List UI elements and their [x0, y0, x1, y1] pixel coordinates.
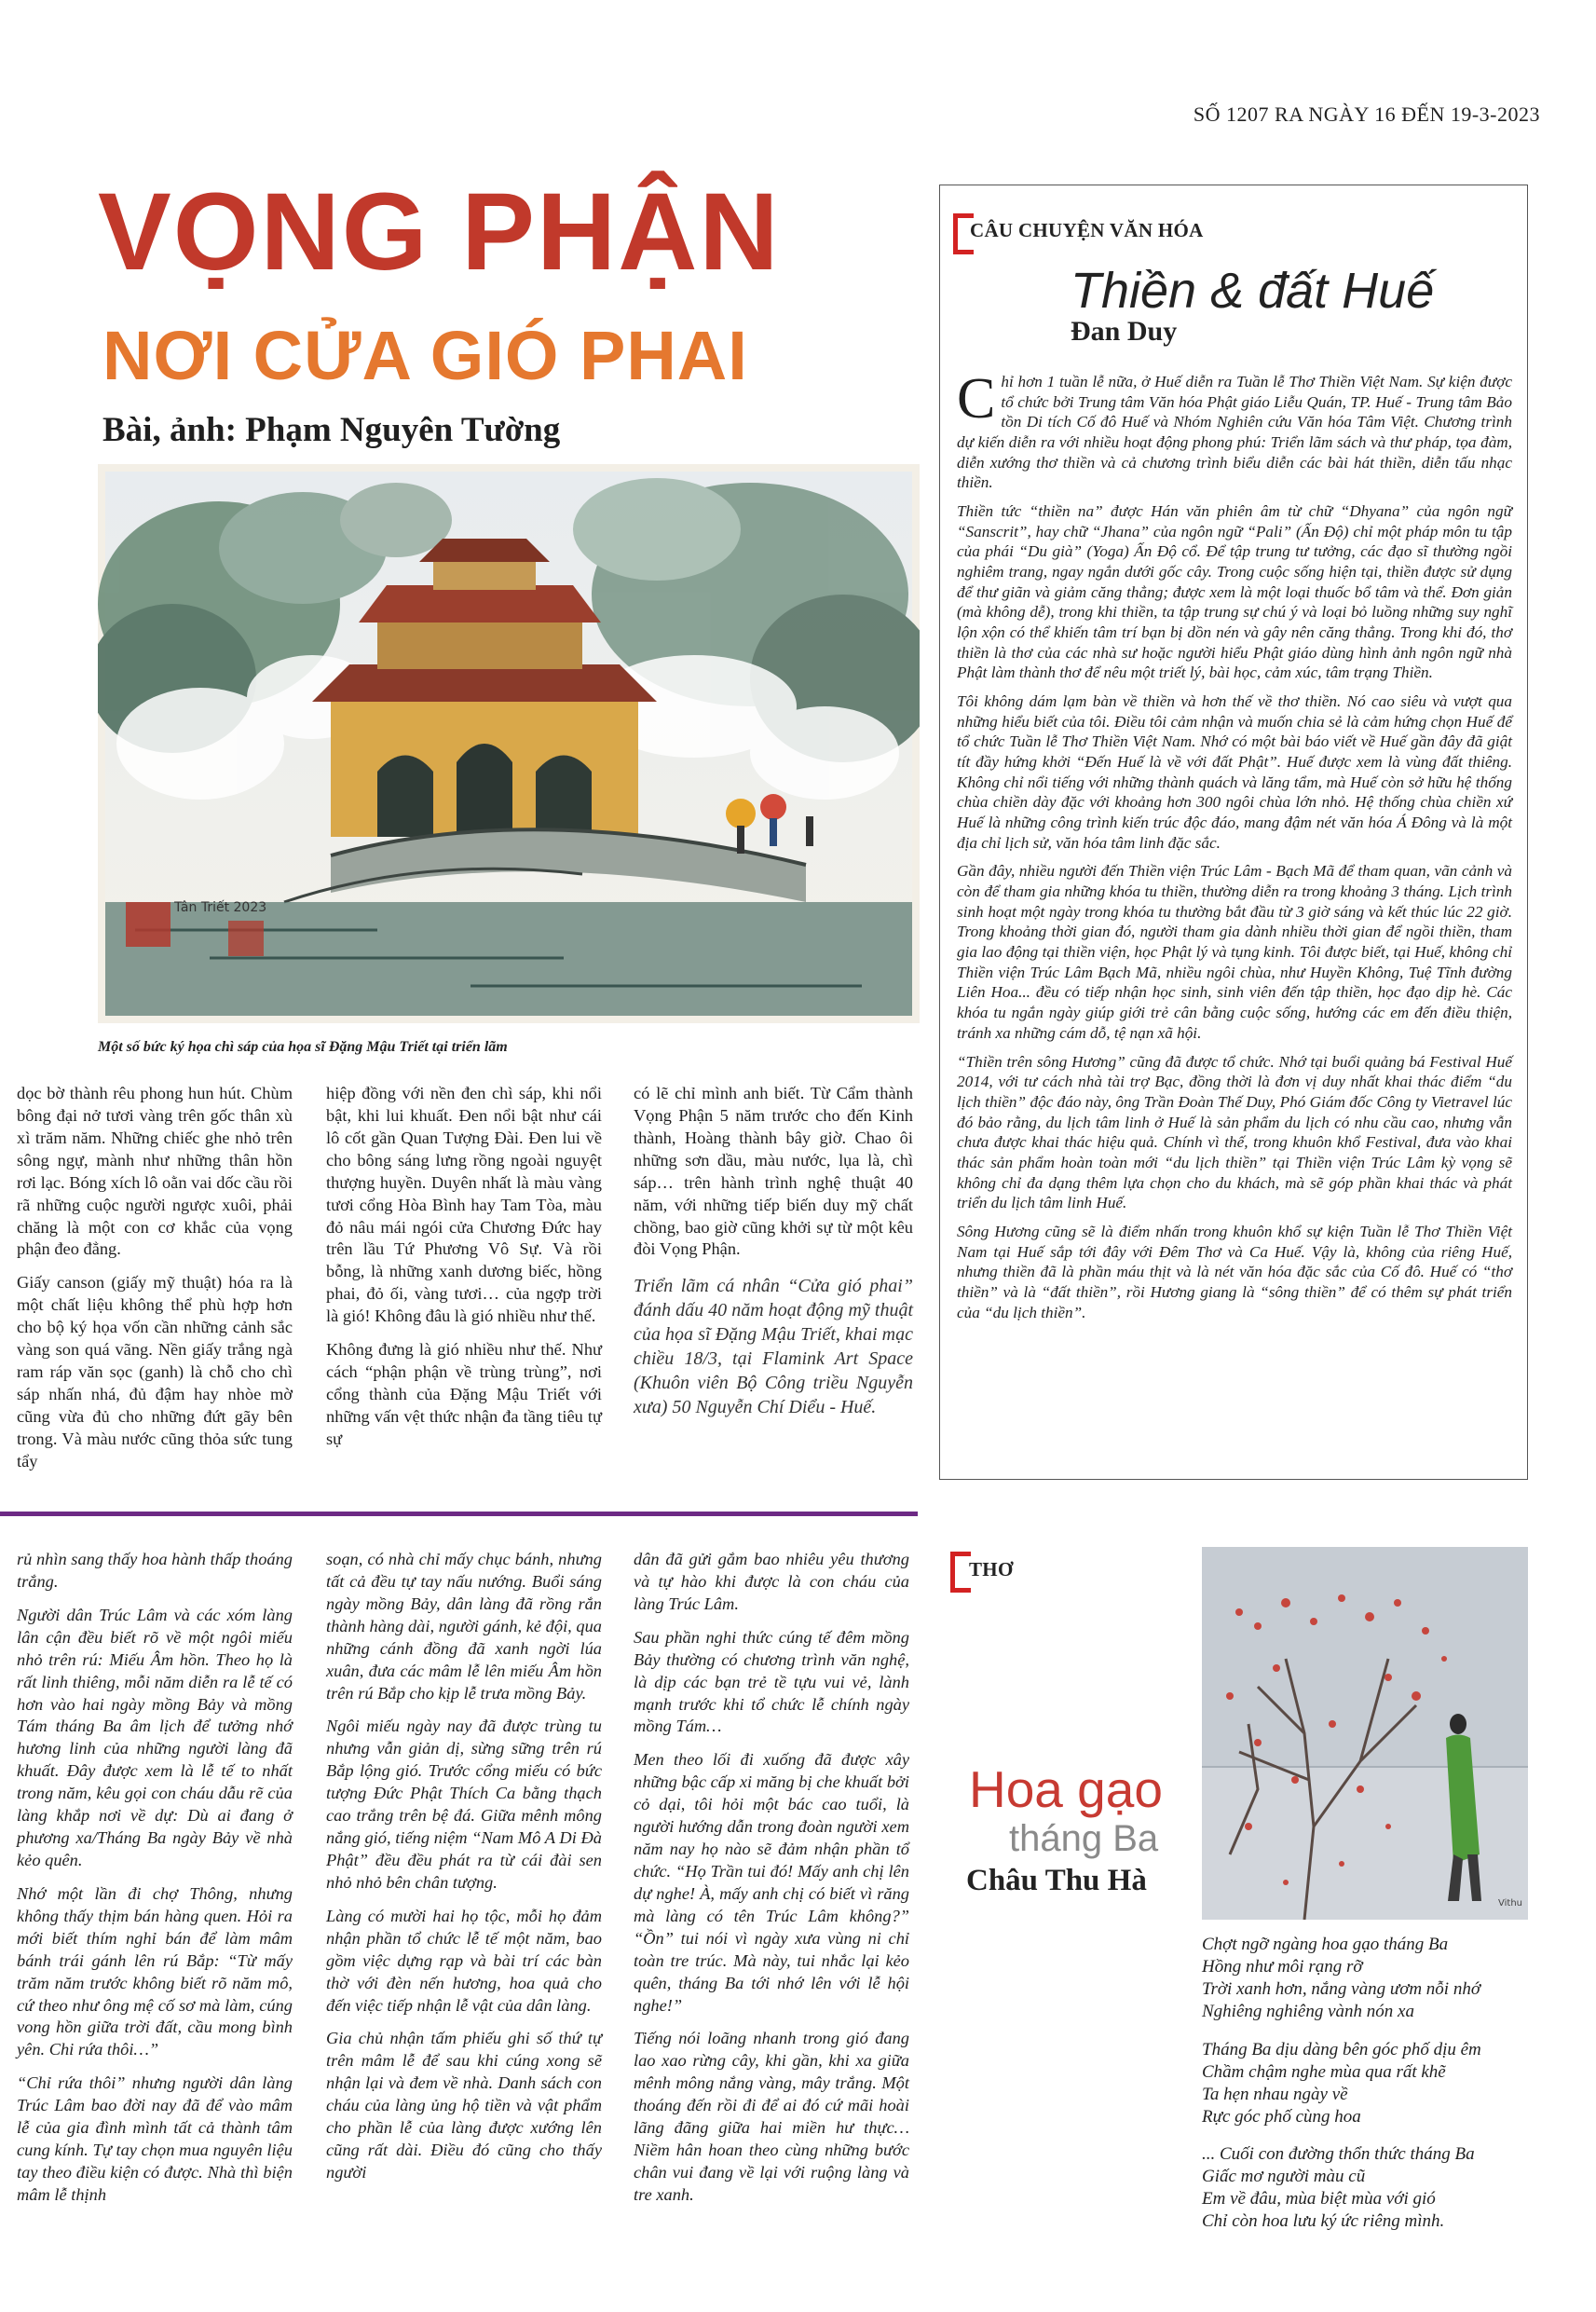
- paragraph: “Thiền trên sông Hương” cũng đã được tổ chức. Nhớ tại buổi quảng bá Festival Huế 2014, với tư cách nhà tài trợ Bạc, đồng thời là đơn vị duy nhất khai thác điểm “du lịch thiền” độc đáo này, ông Trần Đoàn Thế Duy, Phó Giám đốc Công ty Vietravel lúc đó bảo rằng, du lịch tâm linh ở Huế là sản phẩm du lịch có nhu cầu cao, nhưng vẫn chưa được khai thác hiệu quả. Chính vì thế, trong khuôn khổ Festival, đưa vào khai thác sản phẩm hoàn toàn mới “du lịch thiền” tại Thiền viện Trúc Lâm kỳ vọng sẽ không chỉ đa dạng thêm lựa chọn cho du khách, mà sẽ góp phần khai thác và phát triển du lịch tâm linh Huế.: [957, 1052, 1512, 1212]
- culture-sidebar: [939, 185, 1528, 1480]
- lower-column-1: [17, 1549, 293, 2218]
- article-painting: [98, 464, 920, 1023]
- article-subtitle: NƠI CỬA GIÓ PHAI: [102, 317, 748, 394]
- section-label: CÂU CHUYỆN VĂN HÓA: [970, 219, 1204, 241]
- poem-line: Chỉ còn hoa lưu ký ức riêng mình.: [1202, 2211, 1445, 2232]
- sidebar-title: Thiền & đất Huế: [1071, 263, 1435, 319]
- paragraph: Thiền tức “thiền na” được Hán văn phiên âm từ chữ “Dhyana” của ngôn ngữ “Sanscrit”, hay chữ “Jhana” của ngôn ngữ “Pali” (Ấn Độ) chỉ một pháp môn tu tập của phái “Du già” (Yoga) Ấn Độ cổ. Để tập trung tư tưởng, các đạo sĩ thường ngồi nghiêm trang, ngay ngắn dưới gốc cây. Trong cuộc sống hiện tại, thiền được sử dụng để thư giãn và giảm căng thẳng; được xem là một loại thuốc bổ tâm và thể. Đơn giản (mà không dễ), trong khi thiền, ta tập trung sự chú ý và loại bỏ luồng những suy nghĩ lộn xộn có thể khiến tâm trí bạn bị dồn nén và gây nên căng thẳng. Trong khi đó, thơ thiền là thơ của các nhà sư hoặc người hiểu Phật giáo dùng hình ảnh ngôn ngữ nhà Phật làm thành thơ để nêu một triết lý, bài học, cảm xúc, tâm trạng Thiền.: [957, 502, 1512, 682]
- paragraph: có lẽ chỉ mình anh biết. Từ Cẩm thành Vọng Phận 5 năm trước cho đến Kinh thành, Hoàng thành bây giờ. Chao ôi những sơn dầu, màu nước, lụa là, chì sáp… trên hành trình nghệ thuật 40 năm, với những tiếp biến duy mỹ chất chồng, bao giờ cũng khởi sự từ một kêu đòi Vọng Phận.: [634, 1084, 913, 1259]
- paragraph: Sông Hương cũng sẽ là điểm nhấn trong khuôn khổ sự kiện Tuần lễ Thơ Thiền Việt Nam tại Huế sắp tới đây với Đêm Thơ và Ca Huế. Vậy là, không của riêng Huế, nhưng thiền đã là phần máu thịt và là nét văn hóa đặc sắc của Cố đô. Huế có “thơ thiền” và là “đất thiền”, rồi Hương giang là “sông thiền” để có thêm sự phát triển của “du lịch thiền”.: [957, 1222, 1512, 1321]
- paragraph: “Chỉ rứa thôi” nhưng người dân làng Trúc Lâm bao đời nay đã để vào mâm lễ của gia đình mình tất cả thành tâm cung kính. Tự tay chọn mua nguyên liệu tay theo điều kiện có được. Nhà thì biện mâm lễ thịnh: [17, 2073, 293, 2204]
- poem-title: Hoa gạo: [969, 1760, 1163, 1818]
- poem-line: ... Cuối con đường thổn thức tháng Ba: [1202, 2144, 1475, 2164]
- article-byline: Bài, ảnh: Phạm Nguyên Tường: [102, 411, 561, 449]
- painting-signature: Tân Triết 2023: [174, 900, 267, 915]
- paragraph: Nhớ một lần đi chợ Thông, nhưng không thấy thịm bán hàng quen. Hỏi ra mới biết thím nghỉ bán để làm mâm bánh trái gánh lên rú Bắp: “Từ mấy trăm năm trước không biết rõ năm mô, cứ theo như ông mệ cố sơ mà làm, cúng vong hồn giữa trời đất, cầu mong bình yên. Chi rứa thôi…”: [17, 1883, 293, 2059]
- paragraph: Tôi không dám lạm bàn về thiền và hơn thế về thơ thiền. Nó cao siêu và vượt qua những hiểu biết của tôi. Điều tôi cảm nhận và muốn chia sẻ là cảm hứng chọn Huế để tổ chức Tuần lễ Thơ Thiền Việt Nam. Nhớ có một bài báo viết về Huế gần đây đã giật tít đầy hứng khởi “Đến Huế là về với đất Phật”. Huế được xem là vùng đất thiêng. Không chỉ nổi tiếng với những thành quách và lăng tẩm, mà Huế còn sở hữu hệ thống chùa chiền dày đặc với khoảng hơn 300 ngôi chùa lớn nhỏ. Hệ thống chùa chiền xứ Huế là những công trình kiến trúc độc đáo, mang đậm nét văn hóa Á Đông và là một địa chỉ lịch sử, văn hóa tâm linh đặc sắc.: [957, 692, 1512, 852]
- lower-column-2: [326, 1549, 602, 2196]
- poem-line: Ta hẹn nhau ngày về: [1202, 2084, 1348, 2104]
- illustration-signature: Vithu: [1498, 1898, 1522, 1908]
- poem-stanza: [1202, 2143, 1537, 2234]
- article-column-1: [17, 1083, 293, 1484]
- image-caption: Một số bức ký họa chì sáp của họa sĩ Đặng Mậu Triết tại triển lãm: [98, 1039, 508, 1055]
- paragraph: Men theo lối đi xuống đã được xây những bậc cấp xi măng bị che khuất bởi cỏ dại, tôi hỏi một bác cao tuổi, là người hướng dẫn trong đoàn người xem năm nay họ nào sẽ đảm nhận phần tổ chức. “Họ Trần tui đó! Mấy anh chị lên dự nghe! À, mấy anh chị có biết vì răng mà làng có tên Trúc Lâm không?” “Ồn” tui nói vì ngày xưa vùng ni chỉ toàn tre trúc. Mà này, tui nhắc lại kẻo quên, tháng Ba tới nhớ lên với lễ hội nghe!”: [634, 1750, 909, 2015]
- sidebar-author: Đan Duy: [1071, 316, 1178, 347]
- paragraph: Không đưng là gió nhiều như thế. Như cách “phận phận về trùng trùng”, nơi cổng thành của Đặng Mậu Triết với những vấn vệt thức nhận đa tầng tiêu tự sự: [326, 1340, 602, 1448]
- paragraph: Sau phần nghi thức cúng tế đêm mồng Bảy thường có chương trình văn nghệ, là dịp các bạn trẻ tề tựu vui vẻ, lành mạnh trước khi tổ chức lễ chính ngày mồng Tám…: [634, 1627, 909, 1736]
- paragraph: Gia chủ nhận tấm phiếu ghi số thứ tự trên mâm lễ để sau khi cúng xong sẽ nhận lại và đem về nhà. Danh sách con cháu của làng ủng hộ tiền và vật phẩm cho phần lễ của làng được xướng lên cũng rất dài. Điều đó cũng cho thấy người: [326, 2029, 602, 2182]
- poem-line: Chợt ngỡ ngàng hoa gạo tháng Ba: [1202, 1935, 1449, 1954]
- poem-line: Nghiêng nghiêng vành nón xa: [1202, 2002, 1414, 2022]
- drop-cap: C: [957, 367, 996, 431]
- poem-author: Châu Thu Hà: [966, 1864, 1147, 1897]
- poem-line: Chầm chậm nghe mùa qua rất khẽ: [1202, 2061, 1446, 2082]
- poem-line: Hồng như môi rạng rỡ: [1202, 1957, 1363, 1977]
- sidebar-body: [957, 367, 1512, 1331]
- paragraph: hiệp đồng với nền đen chì sáp, khi nổi bật, khi lui khuất. Đen nổi bật như cái lô cốt gần Quan Tượng Đài. Đen lui về cho bông sáng lưng rồng ngoài nguyệt thượng huyền. Duyên nhất là màu vàng tươi cổng Hòa Bình hay Tam Tòa, màu đỏ nâu mái ngói cửa Chương Đức hay trên lầu Tứ Phương Vô Sự. Và rồi bỗng, là những xanh dương biếc, hồng phai, đỏ ối, vàng tươi… của ngợp trời là gió! Không đâu là gió nhiều như thế.: [326, 1084, 602, 1326]
- exhibition-note: Triển lãm cá nhân “Cửa gió phai” đánh dấu 40 năm hoạt động mỹ thuật của họa sĩ Đặng Mậu Triết, khai mạc chiều 18/3, tại Flamink Art Space (Khuôn viên Bộ Công triều Nguyễn xưa) 50 Nguyễn Chí Diểu - Huế.: [634, 1276, 913, 1418]
- section-divider: [0, 1512, 918, 1516]
- poem-stanza: [1202, 2039, 1537, 2129]
- paragraph: soạn, có nhà chỉ mấy chục bánh, nhưng tất cả đều tự tay nấu nướng. Buổi sáng ngày mồng Bảy, dân làng đã rồng rắn thành hàng dài, người gánh, kẻ đội, qua những cánh đồng đã xanh ngời lúa xuân, đưa các mâm lễ lên miếu Âm hồn trên rú Bắp cho kịp lễ trưa mồng Bảy.: [326, 1550, 602, 1703]
- poem-stanza: [1202, 1934, 1537, 2024]
- poem-line: Trời xanh hơn, nắng vàng ươm nỗi nhớ: [1202, 1979, 1480, 2000]
- paragraph: Người dân Trúc Lâm và các xóm làng lân cận đều biết rõ về một ngôi miếu nhỏ trên rú: Miếu Âm hồn. Theo họ là rất linh thiêng, mỗi năm diễn ra lễ tế có hơn vào hai ngày mồng Bảy và mồng Tám tháng Ba âm lịch để tưởng nhớ hương linh của những người làng đã khuất. Đây được xem là lễ tế to nhất trong năm, kêu gọi con cháu dẫu rẽ của làng khắp nơi về dự: Dù ai đang ở phương xa/Tháng Ba ngày Bảy về nhà kẻo quên.: [17, 1605, 293, 1869]
- article-title: VỌNG PHẬN: [98, 171, 781, 294]
- lower-column-3: [634, 1549, 909, 2218]
- article-column-2: [326, 1083, 602, 1462]
- poem-line: Giấc mơ người màu cũ: [1202, 2167, 1366, 2187]
- paragraph: Giấy canson (giấy mỹ thuật) hóa ra là một chất liệu không thể phù hợp hơn cho bộ ký họa vốn cần những cảnh sắc vàng son quá vãng. Nền giấy trắng ngà ram ráp văn sọc (ganh) là chỗ cho chì sáp nhấn nhá, đủ đậm hay nhòe mờ cũng vừa đủ cho những đứt gãy bên trong. Và màu nước cũng thỏa sức tung tẩy: [17, 1273, 293, 1471]
- poem-line: Tháng Ba dịu dàng bên góc phố dịu êm: [1202, 2039, 1481, 2059]
- poem-section-label: THƠ: [969, 1558, 1014, 1580]
- paragraph: Tiếng nói loãng nhanh trong gió đang lao xao rừng cây, khi gần, khi xa giữa mênh mông nắng vàng, mây trắng. Một thoáng đến rồi đi để ai đó cứ mãi hoài lãng đãng giữa hai miền hư thực… Niềm hân hoan theo cùng những bước chân vui đang về lại với ruộng làng và tre xanh.: [634, 2029, 909, 2204]
- poem-line: Rực góc phố cùng hoa: [1202, 2106, 1361, 2127]
- poem-illustration: [1202, 1547, 1528, 1920]
- poem-line: Em về đâu, mùa biệt mùa với gió: [1202, 2189, 1436, 2209]
- article-column-3: [634, 1083, 913, 1419]
- poem-subtitle: tháng Ba: [1009, 1818, 1159, 1859]
- poem-section-bracket: [950, 1552, 971, 1593]
- issue-number: SỐ 1207 RA NGÀY 16 ĐẾN 19-3-2023: [1193, 103, 1540, 126]
- paragraph: Chỉ hơn 1 tuần lễ nữa, ở Huế diễn ra Tuần lễ Thơ Thiền Việt Nam. Sự kiện được tổ chức bởi Trung tâm Văn hóa Phật giáo Liễu Quán, TP. Huế - Trung tâm Bảo tồn Di tích Cố đô Huế và Nhóm Nghiên cứu Văn hóa Tâm Việt. Chương trình dự kiến diễn ra với nhiều hoạt động phong phú: Triển lãm sách và thư pháp, tọa đàm, diễn xướng thơ thiền và cả chương trình biểu diễn các bài hát thiền, diễn tấu nhạc thiền.: [957, 367, 1512, 492]
- paragraph: Ngôi miếu ngày nay đã được trùng tu nhưng vẫn giản dị, sừng sững trên rú Bắp lộng gió. Trước cổng miếu có bức tượng Đức Phật Thích Ca bằng thạch cao trắng trên bệ đá. Giữa mênh mông nắng gió, tiếng niệm “Nam Mô A Di Đà Phật” đều đều phát ra từ cái đài sen nhỏ nhỏ bên chân tượng.: [326, 1717, 602, 1892]
- paragraph: dọc bờ thành rêu phong hun hút. Chùm bông đại nở tươi vàng trên gốc thân xù xì trăm năm. Những chiếc ghe nhỏ trên sông ngự, mành như những thân hồn rơi lạc. Bóng xích lô oằn vai dốc cầu rồi rã những cuộc người ngược xuôi, phải chăng là một con cơ khắc của vọng phận đeo đẳng.: [17, 1084, 293, 1259]
- poem-body: [1202, 1934, 1537, 2249]
- paragraph: rủ nhìn sang thấy hoa hành thấp thoáng trắng.: [17, 1550, 293, 1591]
- paragraph: Gần đây, nhiều người đến Thiền viện Trúc Lâm - Bạch Mã để tham quan, vãn cảnh và còn để tham gia những khóa tu thiền, thường diễn ra trong khoảng 3 tháng. Lịch trình sinh hoạt một ngày trong khóa tu thường bắt đầu từ 3 giờ sáng và kết thúc lúc 22 giờ. Trong khoảng thời gian đó, người tham gia dành nhiều thời gian để ngồi thiền, tham gia lao động tại thiền viện, học Phật lý và tụng kinh. Tôi được biết, tại Huế, không chỉ Thiền viện Trúc Lâm Bạch Mã, nhiều ngôi chùa, như Huyền Không, Tuệ Tĩnh đường Liên Hoa... đều có tiếp nhận học sinh, sinh viên đến tập thiền, học đạo dịp hè. Các khóa tu ngắn ngày giúp giới trẻ cân bằng cuộc sống, hướng các em đến điều thiện, tránh xa những cám dỗ, tệ nạn xã hội.: [957, 862, 1512, 1042]
- paragraph: dân đã gửi gắm bao nhiêu yêu thương và tự hào khi được là con cháu của làng Trúc Lâm.: [634, 1550, 909, 1613]
- paragraph: Làng có mười hai họ tộc, mỗi họ đảm nhận phần tổ chức lễ tế một năm, bao gồm việc dựng rạp và bài trí các bàn thờ với đèn nến hương, hoa quả cho đến việc tiếp nhận lễ vật của dân làng.: [326, 1906, 602, 2015]
